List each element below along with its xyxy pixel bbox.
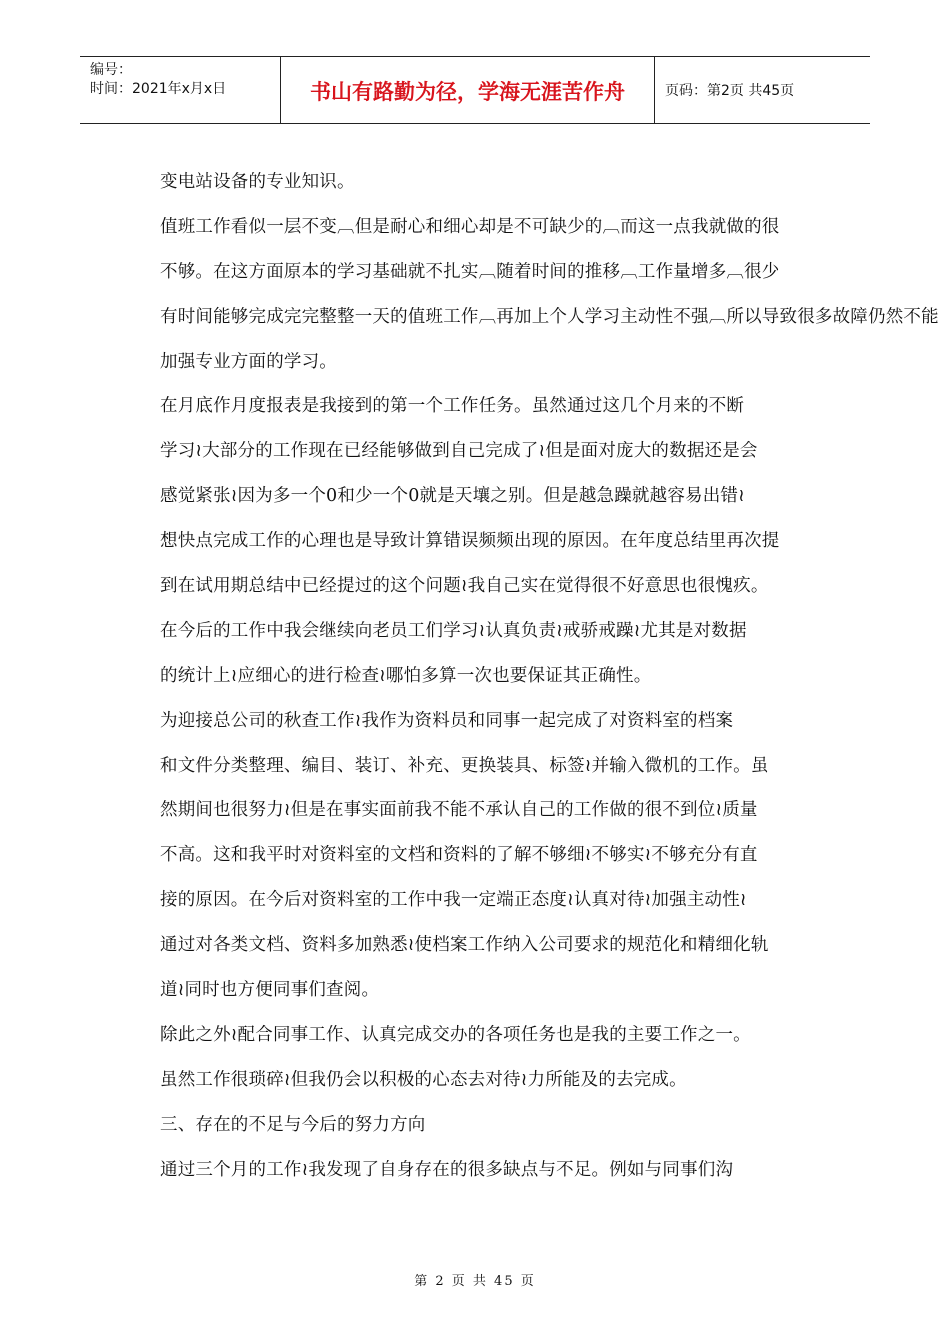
text-line: 在今后的工作中我会继续向老员工们学习≀认真负责≀戒骄戒躁≀尤其是对数据: [160, 620, 747, 641]
document-body: [160, 160, 950, 1192]
text-line: 加强专业方面的学习。: [160, 351, 337, 372]
header-meta: [80, 57, 281, 123]
text-line: 通过三个月的工作≀我发现了自身存在的很多缺点与不足。例如与同事们沟: [160, 1159, 734, 1180]
section-heading: 三、存在的不足与今后的努力方向: [160, 1114, 426, 1135]
text-line: 和文件分类整理、编目、装订、补充、更换装具、标签≀并输入微机的工作。虽: [160, 755, 769, 776]
text-line: 除此之外≀配合同事工作、认真完成交办的各项任务也是我的主要工作之一。: [160, 1024, 751, 1045]
text-line: 虽然工作很琐碎≀但我仍会以积极的心态去对待≀力所能及的去完成。: [160, 1069, 687, 1090]
page-header: [80, 56, 870, 124]
text-line: 学习≀大部分的工作现在已经能够做到自己完成了≀但是面对庞大的数据还是会: [160, 441, 758, 462]
text-line: 不够。在这方面原本的学习基础就不扎实︹随着时间的推移︹工作量增多︹很少: [160, 261, 780, 282]
text-line: 变电站设备的专业知识。: [160, 172, 355, 192]
text-line: 有时间能够完成完完整整一天的值班工作︹再加上个人学习主动性不强︹所以导致很多故障仍然不能: [160, 306, 939, 327]
text-line: 想快点完成工作的心理也是导致计算错误频频出现的原因。在年度总结里再次提: [160, 531, 780, 552]
text-line: 然期间也很努力≀但是在事实面前我不能不承认自己的工作做的很不到位≀质量: [160, 800, 758, 821]
text-line: 接的原因。在今后对资料室的工作中我一定端正态度≀认真对待≀加强主动性≀: [160, 890, 747, 911]
text-line: 到在试用期总结中已经提过的这个问题≀我自己实在觉得很不好意思也很愧疚。: [160, 576, 769, 597]
text-line: 为迎接总公司的秋查工作≀我作为资料员和同事一起完成了对资料室的档案: [160, 710, 734, 731]
document-time-label: 时间：2021年x月x日: [90, 81, 227, 97]
header-motto: 书山有路勤为径，学海无涯苦作舟: [281, 57, 655, 123]
text-line: 通过对各类文档、资料多加熟悉≀使档案工作纳入公司要求的规范化和精细化轨: [160, 935, 769, 956]
header-page-info: 页码：第2页 共45页: [665, 83, 795, 99]
text-line: 的统计上≀应细心的进行检查≀哪怕多算一次也要保证其正确性。: [160, 665, 652, 686]
document-number-label: 编号：: [90, 62, 132, 78]
text-line: 不高。这和我平时对资料室的文档和资料的了解不够细≀不够实≀不够充分有直: [160, 845, 758, 866]
text-line: 在月底作月度报表是我接到的第一个工作任务。虽然通过这几个月来的不断: [160, 396, 745, 417]
text-line: 感觉紧张≀因为多一个0和少一个0就是天壤之别。但是越急躁就越容易出错≀: [160, 486, 745, 507]
text-line: 值班工作看似一层不变︹但是耐心和细心却是不可缺少的︹而这一点我就做的很: [160, 216, 780, 237]
page-footer: 第 2 页 共 45 页: [414, 1274, 536, 1289]
text-line: 道≀同时也方便同事们查阅。: [160, 980, 380, 1001]
